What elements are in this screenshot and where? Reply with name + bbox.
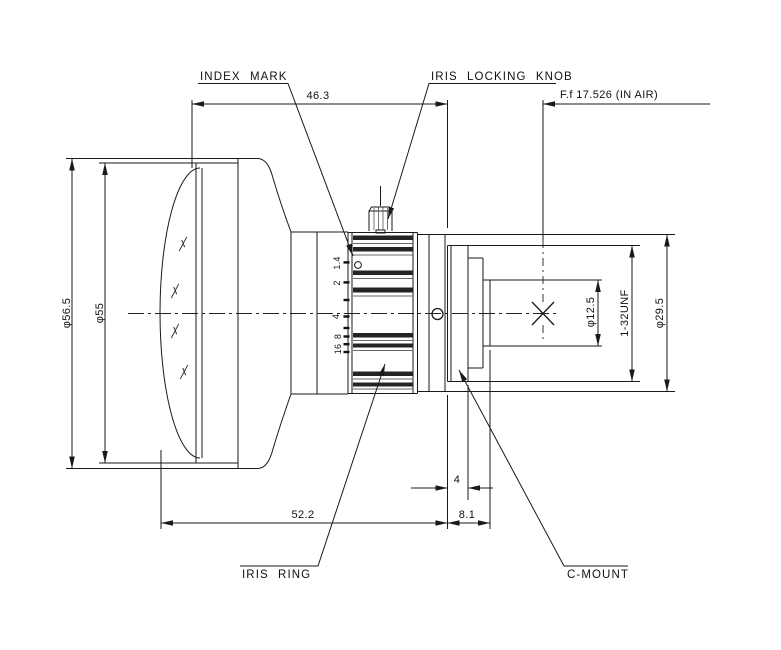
label-index-mark: INDEX MARK [200, 71, 288, 83]
dim-text-56-5: φ56.5 [61, 297, 73, 329]
knurl-band [353, 247, 413, 252]
dim-text-4: 4 [453, 474, 461, 486]
iris-scale-ticks [344, 261, 350, 353]
iris-scale-4: 4 [331, 313, 341, 320]
scale-tick [344, 343, 350, 345]
front-dome-element [160, 168, 200, 458]
leader-c-mount [459, 370, 628, 566]
knurl-band [353, 271, 413, 276]
iris-scale-8: 8 [333, 333, 343, 340]
scale-tick [344, 299, 350, 301]
dim-text-12-5: φ12.5 [585, 296, 597, 328]
knurl-band [353, 372, 413, 377]
iris-scale-1-4: 1.4 [332, 256, 342, 270]
dimension-lines [61, 89, 710, 529]
dim-text-52-2: 52.2 [291, 509, 315, 521]
leader-index-mark [198, 84, 353, 257]
iris-scale-numbers [331, 256, 343, 354]
knurl-band [353, 333, 413, 338]
iris-scale-16: 16 [333, 343, 343, 355]
glass-mark-icon [177, 236, 190, 253]
iris-scale-2: 2 [332, 280, 342, 286]
scale-tick [344, 327, 350, 329]
glass-hatch-marks [169, 236, 191, 381]
label-iris-ring: IRIS RING [242, 569, 312, 581]
iris-locking-knob [369, 186, 392, 233]
scale-tick [344, 281, 350, 283]
iris-ring-knurling [353, 236, 413, 390]
label-iris-locking-knob: IRIS LOCKING KNOB [431, 71, 573, 83]
glass-mark-icon [169, 283, 182, 300]
glass-mark-icon [169, 323, 182, 340]
knob-stem [376, 230, 385, 233]
dim-text-46-3: 46.3 [306, 90, 330, 102]
label-c-mount: C-MOUNT [567, 569, 629, 581]
scale-tick [344, 335, 350, 337]
dim-text-29-5: φ29.5 [654, 297, 666, 329]
dim-text-8-1: 8.1 [458, 509, 476, 521]
knurl-band [353, 383, 413, 387]
dim-text-ff: F.f 17.526 (IN AIR) [560, 89, 659, 101]
scale-tick [344, 351, 350, 353]
knurl-band [353, 288, 413, 293]
knurl-band [353, 344, 413, 348]
knurl-band [353, 236, 413, 241]
glass-mark-icon [178, 364, 191, 381]
taper-shoulder-top [258, 159, 291, 233]
scale-tick [344, 315, 350, 317]
dim-text-unf: 1-32UNF [619, 289, 631, 337]
dim-text-55: φ55 [94, 302, 106, 324]
scale-tick [344, 261, 350, 263]
index-mark-dot [355, 262, 362, 269]
taper-shoulder-bottom [258, 394, 291, 469]
set-screw [432, 309, 443, 320]
